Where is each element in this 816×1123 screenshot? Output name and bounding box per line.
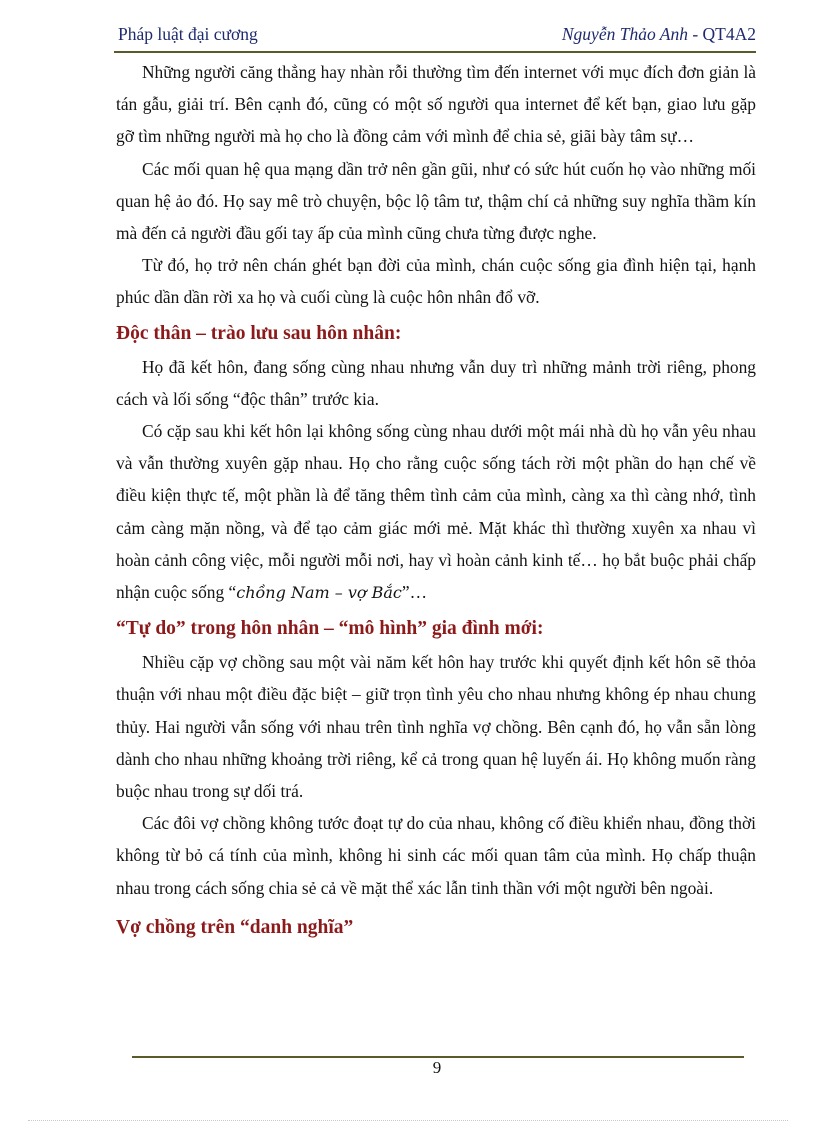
page-number: 9 <box>432 1058 442 1077</box>
paragraph-1: Những người căng thẳng hay nhàn rỗi thường tìm đến internet với mục đích đơn giản là tán gẫu, giải trí. Bên cạnh đó, cũng có một số người qua internet để kết bạn, giao lưu gặp gỡ tìm những người mà họ cho là đồng cảm với mình để chia sẻ, giãi bày tâm sự… <box>116 62 756 147</box>
section-heading-3: Vợ chồng trên “danh nghĩa” <box>116 916 354 938</box>
paragraph-5-end: ”… <box>401 582 427 603</box>
document-body <box>116 56 756 945</box>
header-separator: - <box>687 24 703 44</box>
paragraph-5 <box>116 415 756 609</box>
paragraph-5-main: Có cặp sau khi kết hôn lại không sống cùng nhau dưới một mái nhà dù họ vẫn yêu nhau và vẫn thường xuyên gặp nhau. Họ cho rằng cuộc sống tách rời một phần do hạn chế về điều kiện thực tế, một phần là để tăng thêm tình cảm của mình, càng xa thì càng nhớ, tình cảm càng mặn nồng, và để tạo cảm giác mới mẻ. Mặt khác thì thường xuyên xa nhau vì hoàn cảnh công việc, mỗi người mỗi nơi, hay vì hoàn cảnh kinh tế… họ bắt buộc phải chấp nhận cuộc sống “ <box>116 421 756 603</box>
header-class: QT4A2 <box>702 24 756 44</box>
paragraph-5-italic: chồng Nam – vợ Bắc <box>236 583 402 603</box>
paragraph-2: Các mối quan hệ qua mạng dần trở nên gần gũi, như có sức hút cuốn họ vào những mối quan hệ ảo đó. Họ say mê trò chuyện, bộc lộ tâm tư, thậm chí cả những suy nghĩa thầm kín mà đến cả người đầu gối tay ấp của mình cũng chưa từng được nghe. <box>116 158 756 244</box>
header-author: Nguyễn Thảo Anh <box>561 24 688 44</box>
paragraph-4: Họ đã kết hôn, đang sống cùng nhau nhưng vẫn duy trì những mảnh trời riêng, phong cách và lối sống “độc thân” trước kia. <box>116 356 756 409</box>
paragraph-7: Các đôi vợ chồng không tước đoạt tự do của nhau, không cố điều khiển nhau, đồng thời không từ bỏ cá tính của mình, không hi sinh các mối quan tâm của mình. Họ chấp thuận nhau trong cách sống chia sẻ cả về mặt thể xác lẫn tinh thần với một người bên ngoài. <box>116 813 756 898</box>
section-heading-1: Độc thân – trào lưu sau hôn nhân: <box>116 322 402 344</box>
header-course-title: Pháp luật đại cương <box>118 24 258 44</box>
paragraph-3: Từ đó, họ trở nên chán ghét bạn đời của mình, chán cuộc sống gia đình hiện tại, hạnh phúc dần dần rời xa họ và cuối cùng là cuộc hôn nhân đổ vỡ. <box>116 255 756 308</box>
header-rule <box>114 51 756 53</box>
section-heading-2: “Tự do” trong hôn nhân – “mô hình” gia đình mới: <box>116 618 544 640</box>
header-author-block <box>562 24 756 45</box>
paragraph-6: Nhiều cặp vợ chồng sau một vài năm kết hôn hay trước khi quyết định kết hôn sẽ thỏa thuận với nhau một điều đặc biệt – giữ trọn tình yêu cho nhau nhưng không ép nhau chung thủy. Hai người vẫn sống với nhau trên tình nghĩa vợ chồng. Bên cạnh đó, họ vẫn sẵn lòng dành cho nhau những khoảng trời riêng, kể cả trong quan hệ luyến ái. Họ không muốn ràng buộc nhau trong sự dối trá. <box>116 652 756 802</box>
page-bottom-border <box>28 1120 788 1121</box>
